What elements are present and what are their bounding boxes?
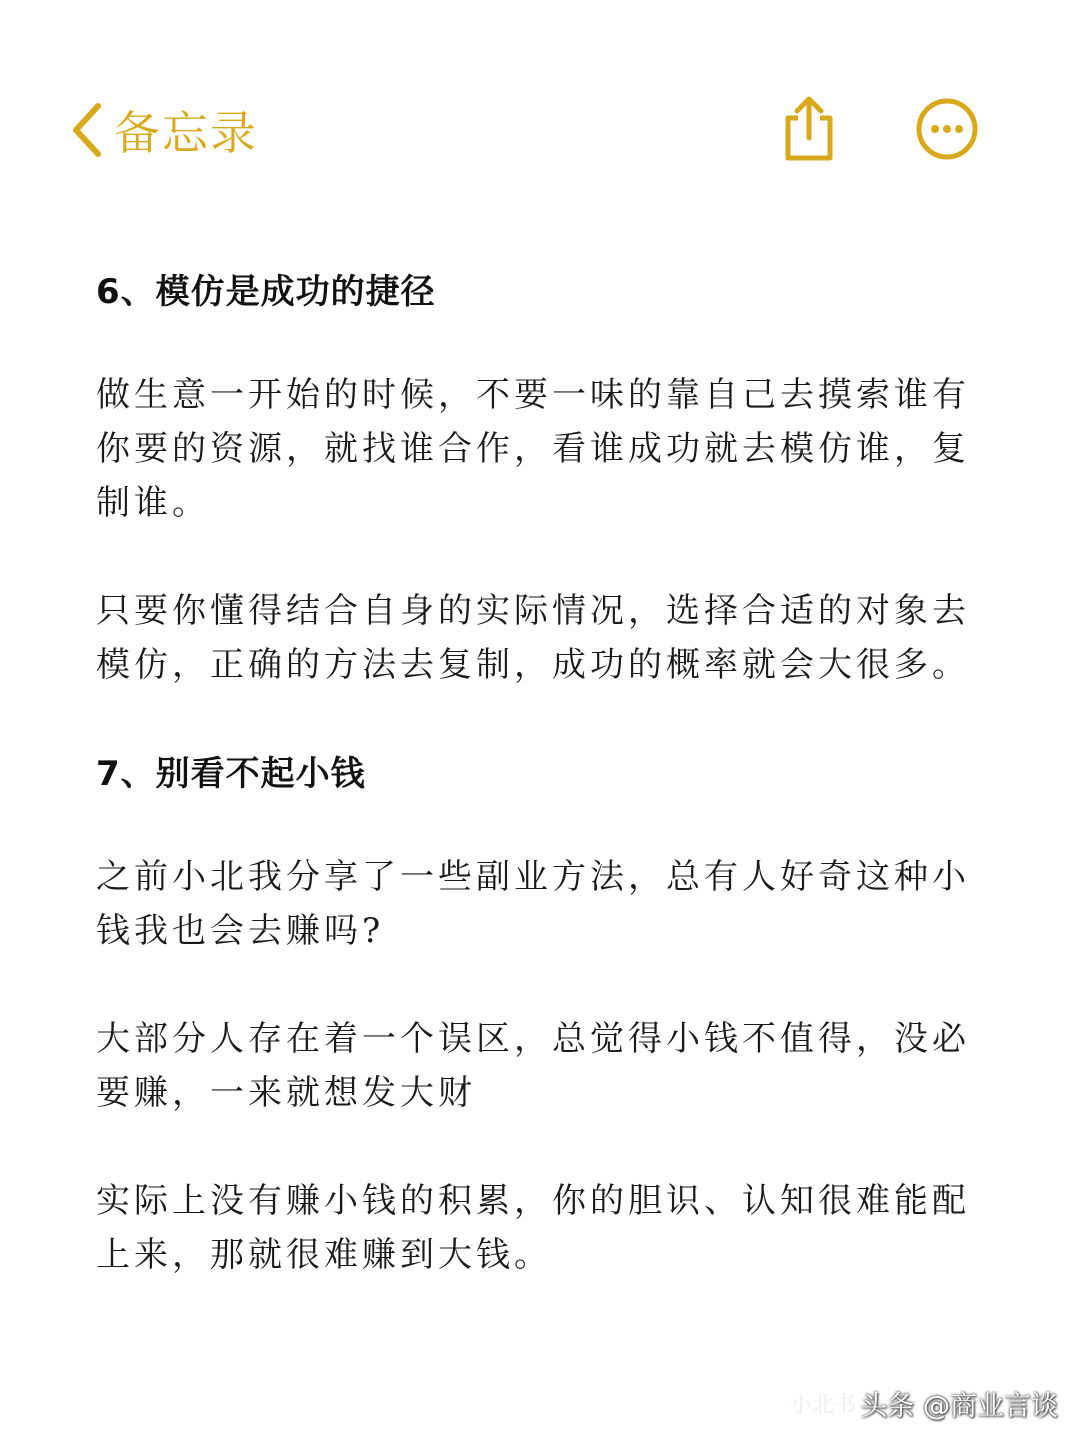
note-section: [96, 744, 976, 1282]
source-watermark: 头条 @商业言谈: [860, 1391, 1058, 1422]
paragraph: 实际上没有赚小钱的积累，你的胆识、认知很难能配上来，那就很难赚到大钱。: [96, 1181, 970, 1275]
back-button[interactable]: [70, 92, 258, 168]
share-icon: [776, 94, 842, 164]
note-body[interactable]: [96, 262, 976, 1282]
section-heading: 7、别看不起小钱: [96, 754, 366, 794]
back-label: 备忘录: [114, 106, 258, 160]
navigation-bar: [0, 0, 1080, 240]
paragraph: 做生意一开始的时候，不要一味的靠自己去摸索谁有你要的资源，就找谁合作，看谁成功就去模仿谁，复制谁。: [96, 375, 970, 523]
paragraph: 之前小北我分享了一些副业方法，总有人好奇这种小钱我也会去赚吗?: [96, 857, 970, 951]
paragraph: 大部分人存在着一个误区，总觉得小钱不值得，没必要赚，一来就想发大财: [96, 1019, 970, 1113]
share-button[interactable]: [776, 94, 842, 164]
chevron-left-icon: [70, 101, 104, 159]
paragraph: 只要你懂得结合自身的实际情况，选择合适的对象去模仿，正确的方法去复制，成功的概率就会大很多。: [96, 591, 970, 685]
more-icon: [914, 96, 980, 162]
more-button[interactable]: [914, 96, 980, 162]
faint-watermark: 小北书: [790, 1393, 857, 1418]
note-section: [96, 262, 976, 692]
section-heading: 6、模仿是成功的捷径: [96, 272, 436, 312]
